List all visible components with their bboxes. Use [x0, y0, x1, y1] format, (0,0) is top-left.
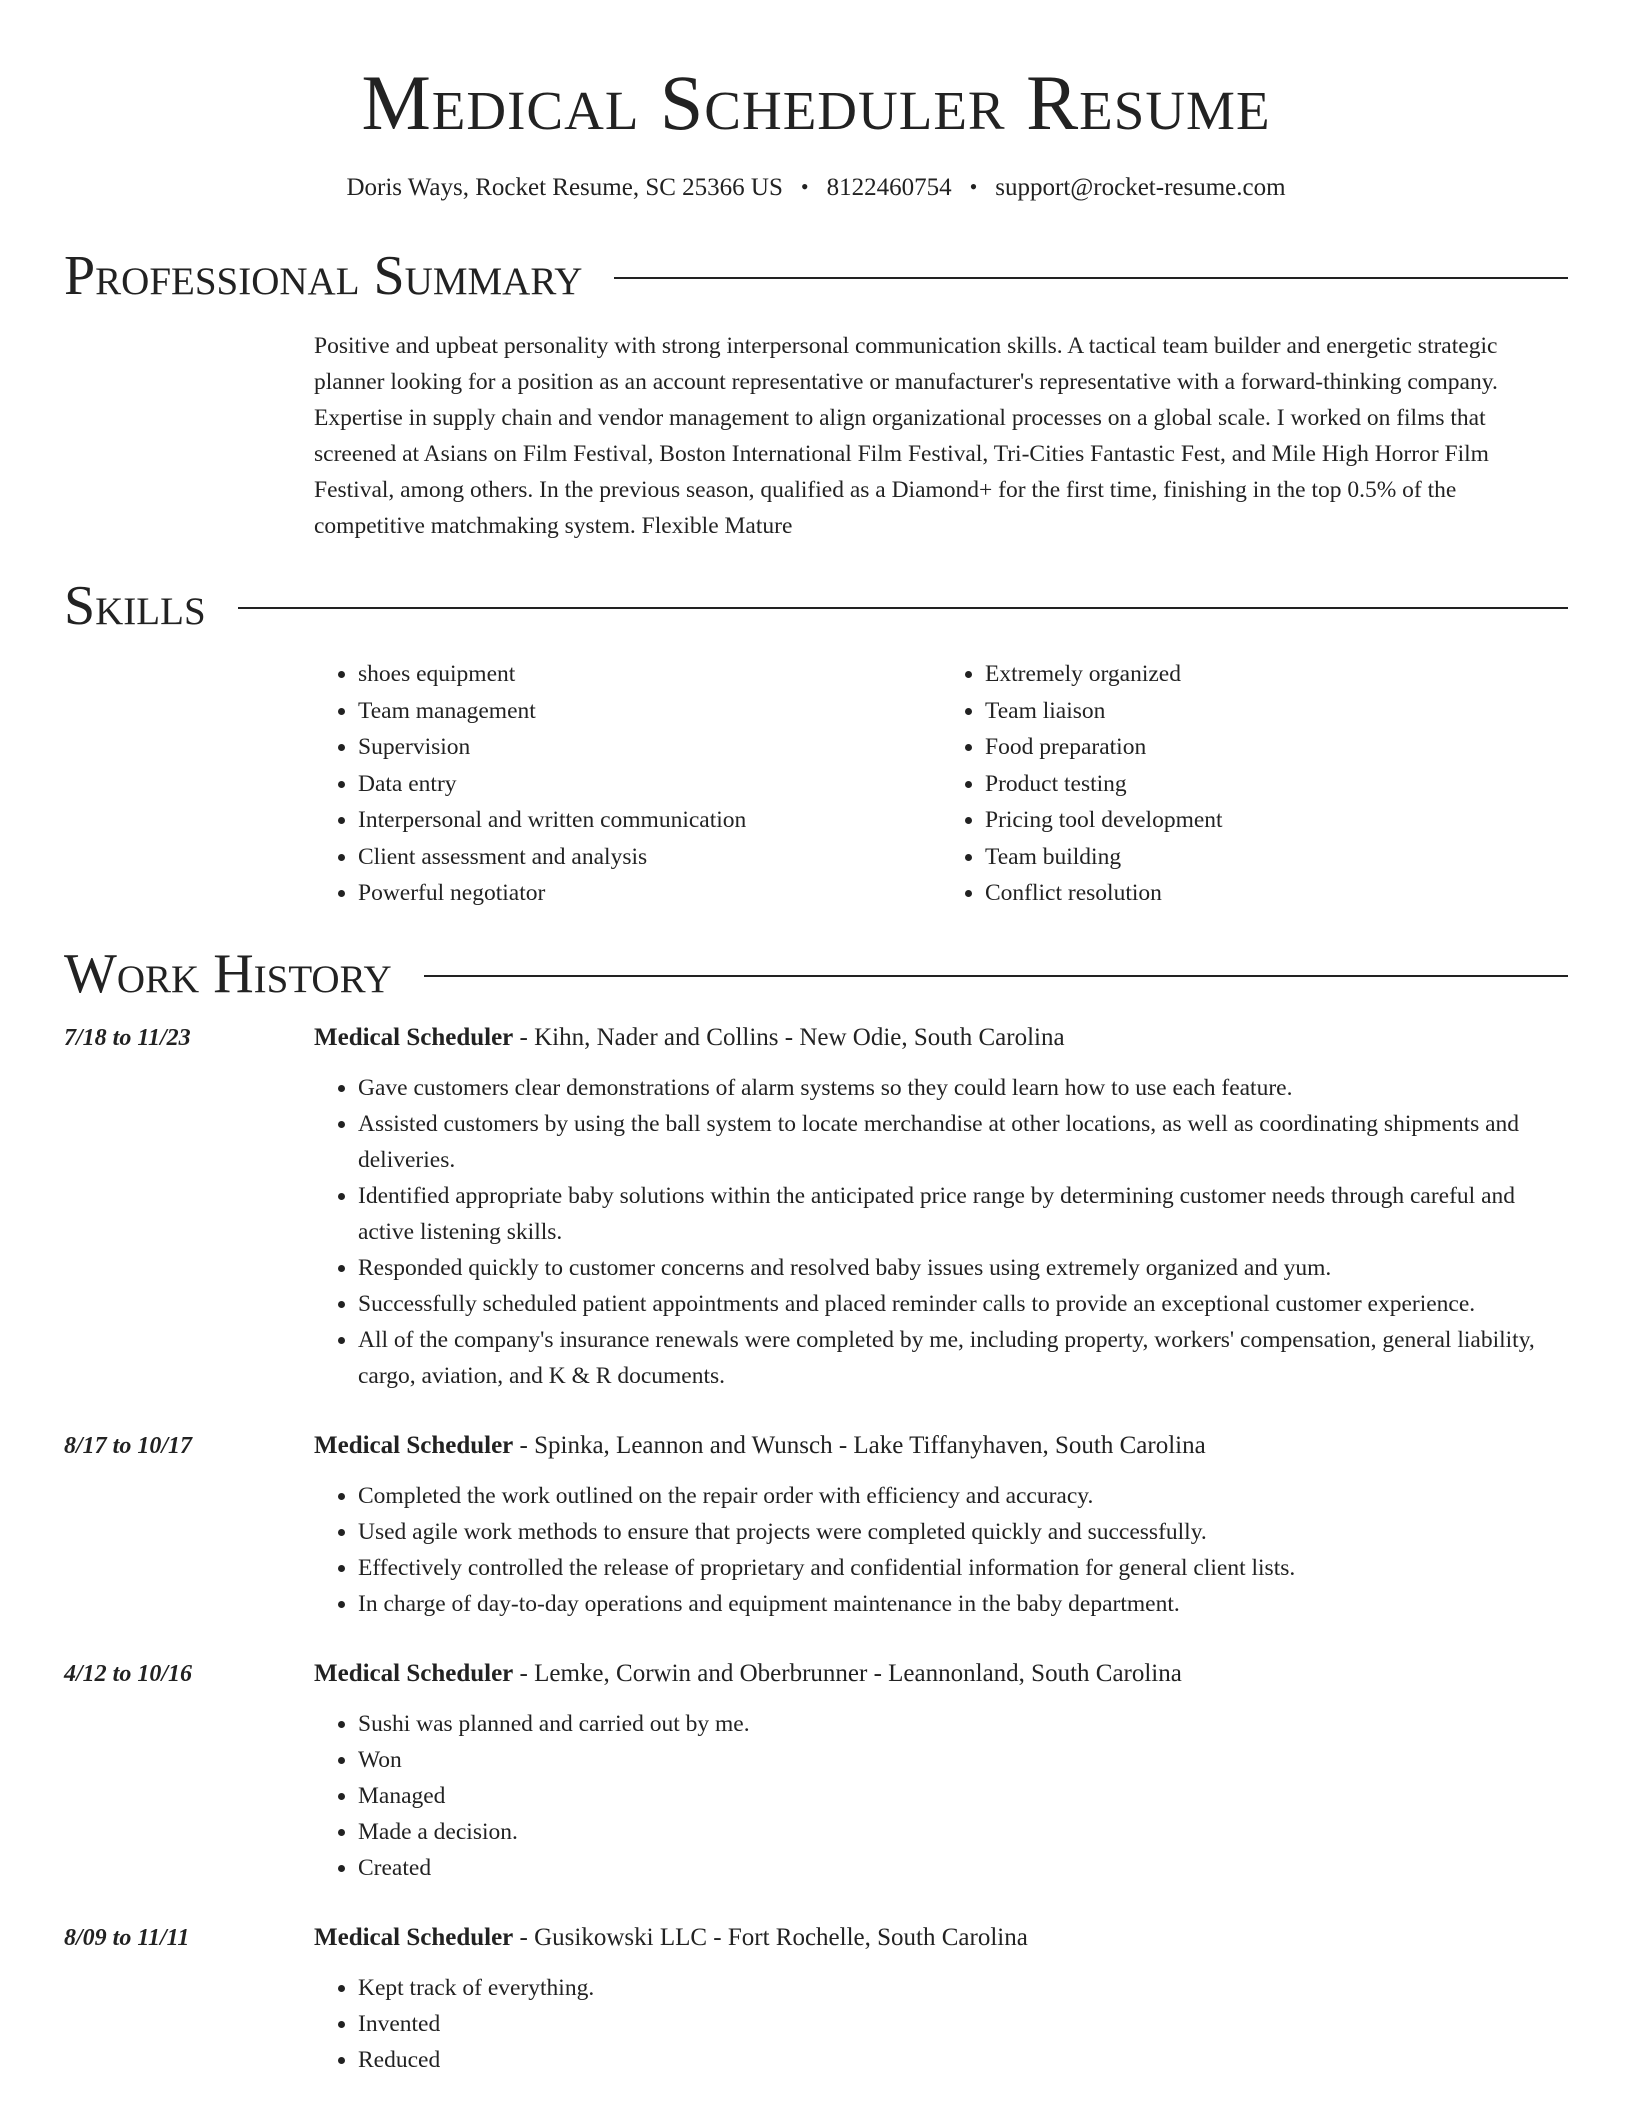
skills-column-left — [314, 656, 941, 912]
job-details — [314, 1656, 1568, 1886]
job-bullet: • Assisted customers by using the ball system to locate merchandise at other locations, as well as coordinating shipments and deliveries. — [358, 1106, 1568, 1178]
job-title: Medical Scheduler — [314, 1923, 514, 1951]
job-bullet: • In charge of day-to-day operations and equipment maintenance in the baby department. — [358, 1586, 1568, 1622]
job-entry — [64, 1656, 1568, 1886]
job-bullet: • Identified appropriate baby solutions within the anticipated price range by determining customer needs through careful and active listening skills. — [358, 1178, 1568, 1250]
job-bullet: • Reduced — [358, 2042, 1568, 2078]
work-heading: Work History — [64, 942, 392, 1005]
job-bullet: • Responded quickly to customer concerns and resolved baby issues using extremely organized and yum. — [358, 1250, 1568, 1286]
skill-item: • Supervision — [358, 729, 941, 766]
skill-item: • Powerful negotiator — [358, 875, 941, 912]
job-bullet: • Kept track of everything. — [358, 1970, 1568, 2006]
summary-heading: Professional Summary — [64, 245, 583, 307]
section-divider — [238, 607, 1568, 609]
job-bullets — [314, 1970, 1568, 2078]
job-bullet: • Used agile work methods to ensure that projects were completed quickly and successfully. — [358, 1514, 1568, 1550]
skills-list — [314, 656, 1568, 912]
skill-item: • Extremely organized — [985, 656, 1568, 693]
skills-section-header — [64, 575, 1568, 637]
job-company: - Gusikowski LLC - Fort Rochelle, South Carolina — [513, 1923, 1028, 1951]
skill-item: • Data entry — [358, 766, 941, 803]
contact-separator: • — [969, 174, 978, 199]
skills-heading: Skills — [64, 575, 206, 637]
skill-item: • Food preparation — [985, 729, 1568, 766]
job-bullet: • Effectively controlled the release of proprietary and confidential information for general client lists. — [358, 1550, 1568, 1586]
job-bullets — [314, 1478, 1568, 1622]
job-company: - Lemke, Corwin and Oberbrunner - Leannonland, South Carolina — [513, 1659, 1182, 1687]
job-bullet: • Managed — [358, 1778, 1568, 1814]
skill-item: • Pricing tool development — [985, 802, 1568, 839]
job-bullet: • Invented — [358, 2006, 1568, 2042]
summary-section-header — [64, 245, 1568, 307]
skill-item: • Interpersonal and written communication — [358, 802, 941, 839]
job-bullets — [314, 1070, 1568, 1394]
job-entry — [64, 1020, 1568, 1394]
job-dates: 7/18 to 11/23 — [64, 1024, 191, 1051]
job-heading — [314, 1428, 1568, 1464]
job-heading — [314, 1020, 1568, 1056]
job-title: Medical Scheduler — [314, 1659, 514, 1687]
job-bullet: • Gave customers clear demonstrations of alarm systems so they could learn how to use each feature. — [358, 1070, 1568, 1106]
section-divider — [424, 975, 1568, 977]
job-title: Medical Scheduler — [314, 1431, 514, 1459]
job-title: Medical Scheduler — [314, 1023, 514, 1051]
skill-item: • Conflict resolution — [985, 875, 1568, 912]
skill-item: • Team management — [358, 693, 941, 730]
job-bullets — [314, 1706, 1568, 1886]
job-bullet: • Successfully scheduled patient appointments and placed reminder calls to provide an exceptional customer experience. — [358, 1286, 1568, 1322]
job-dates: 8/17 to 10/17 — [64, 1432, 193, 1459]
job-bullet: • All of the company's insurance renewals were completed by me, including property, workers' compensation, general liability, cargo, aviation, and K & R documents. — [358, 1322, 1568, 1394]
contact-line — [64, 174, 1568, 202]
job-entry — [64, 1920, 1568, 2078]
skill-item: • Team liaison — [985, 693, 1568, 730]
job-entry — [64, 1428, 1568, 1622]
job-details — [314, 1920, 1568, 2078]
job-company: - Spinka, Leannon and Wunsch - Lake Tiffanyhaven, South Carolina — [513, 1431, 1206, 1459]
resume-title: Medical Scheduler Resume — [361, 59, 1271, 146]
contact-phone: 8122460754 — [826, 174, 952, 201]
job-bullet: • Made a decision. — [358, 1814, 1568, 1850]
job-company: - Kihn, Nader and Collins - New Odie, South Carolina — [513, 1023, 1065, 1051]
job-details — [314, 1020, 1568, 1394]
skill-item: • Product testing — [985, 766, 1568, 803]
work-section-header — [64, 942, 1568, 1005]
job-bullet: • Created — [358, 1850, 1568, 1886]
contact-email: support@rocket-resume.com — [995, 174, 1286, 201]
contact-separator: • — [800, 174, 809, 199]
skill-item: • Team building — [985, 839, 1568, 876]
job-bullet: • Completed the work outlined on the repair order with efficiency and accuracy. — [358, 1478, 1568, 1514]
section-divider — [614, 277, 1568, 279]
job-heading — [314, 1656, 1568, 1692]
job-dates: 4/12 to 10/16 — [64, 1660, 193, 1687]
skill-item: • shoes equipment — [358, 656, 941, 693]
job-dates: 8/09 to 11/11 — [64, 1924, 190, 1951]
job-bullet: • Sushi was planned and carried out by me. — [358, 1706, 1568, 1742]
job-heading — [314, 1920, 1568, 1956]
contact-address: Doris Ways, Rocket Resume, SC 25366 US — [346, 174, 783, 201]
skills-column-right — [941, 656, 1568, 912]
skill-item: • Client assessment and analysis — [358, 839, 941, 876]
job-bullet: • Won — [358, 1742, 1568, 1778]
job-details — [314, 1428, 1568, 1622]
summary-text: Positive and upbeat personality with strong interpersonal communication skills. A tactical team builder and energetic strategic planner looking for a position as an account representative or manufacturer's representative with a forward-thinking company. Expertise in supply chain and vendor management to align organizational processes on a global scale. I worked on films that screened at Asians on Film Festival, Boston International Film Festival, Tri-Cities Fantastic Fest, and Mile High Horror Film Festival, among others. In the previous season, qualified as a Diamond+ for the first time, finishing in the top 0.5% of the competitive matchmaking system. Flexible Mature — [314, 333, 1498, 539]
